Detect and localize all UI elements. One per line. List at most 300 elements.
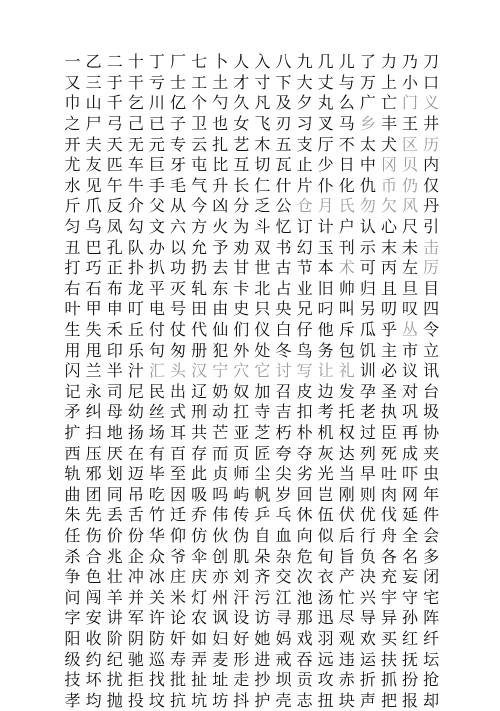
grid-character: 刊 [338,237,355,257]
grid-character: 付 [148,320,165,340]
grid-character: 批 [170,670,187,690]
grid-character: 企 [127,546,144,566]
grid-character: 文 [148,217,165,237]
grid-character: 扎 [212,134,229,154]
grid-character: 产 [338,567,355,587]
grid-character: 羊 [106,587,123,607]
grid-character: 司 [106,381,123,401]
grid-character: 轧 [191,278,208,298]
grid-character: 丑 [64,237,81,257]
grid-character: 论 [170,608,187,628]
grid-character: 迁 [170,505,187,525]
grid-character: 刚 [338,484,355,504]
grid-character: 劣 [296,464,313,484]
grid-character: 阶 [106,628,123,648]
grid-character: 叶 [64,299,81,319]
grid-character: 丛 [402,320,419,340]
grid-character: 贝 [402,155,419,175]
grid-character: 抄 [254,670,271,690]
grid-character: 她 [254,628,271,648]
grid-character: 贡 [296,670,313,690]
grid-character: 仆 [317,175,334,195]
grid-character: 什 [275,175,292,195]
grid-character: 内 [423,155,440,175]
grid-character: 仅 [423,175,440,195]
grid-character: 月 [317,196,334,216]
grid-character: 孝 [64,690,81,710]
grid-character: 先 [85,505,102,525]
grid-character: 均 [85,690,102,710]
grid-character: 么 [338,93,355,113]
grid-character: 斗 [254,217,271,237]
grid-character: 八 [275,52,292,72]
grid-character: 夫 [85,134,102,154]
grid-character: 约 [85,649,102,669]
grid-character: 了 [359,52,376,72]
grid-character: 办 [148,237,165,257]
grid-character: 双 [254,237,271,257]
grid-character: 壮 [106,567,123,587]
grid-character: 个 [191,93,208,113]
grid-character: 兆 [106,546,123,566]
grid-character: 兰 [85,361,102,381]
grid-character: 收 [85,628,102,648]
grid-character: 可 [359,258,376,278]
grid-character: 干 [127,72,144,92]
grid-character: 斤 [64,196,81,216]
grid-character: 巩 [402,402,419,422]
grid-character: 矛 [64,402,81,422]
grid-character: 女 [233,114,250,134]
grid-character: 未 [402,237,419,257]
grid-character: 乞 [127,93,144,113]
grid-character: 辽 [191,381,208,401]
grid-character: 予 [212,237,229,257]
grid-character: 币 [380,175,397,195]
grid-character: 门 [402,93,419,113]
grid-character: 史 [233,299,250,319]
grid-character: 上 [380,72,397,92]
grid-character: 东 [212,278,229,298]
grid-character: 瓦 [275,155,292,175]
grid-character: 入 [254,52,271,72]
grid-character: 令 [423,320,440,340]
grid-character: 远 [317,649,334,669]
grid-character: 田 [191,299,208,319]
grid-character: 讨 [275,361,292,381]
grid-character: 庆 [191,567,208,587]
grid-character: 坊 [212,690,229,710]
grid-character: 设 [233,608,250,628]
grid-character: 吃 [148,484,165,504]
grid-character: 云 [191,134,208,154]
grid-character: 戏 [296,628,313,648]
grid-character: 不 [338,134,355,154]
grid-character: 台 [423,381,440,401]
grid-character: 川 [148,93,165,113]
grid-character: 口 [423,72,440,92]
grid-character: 丁 [148,52,165,72]
grid-character: 列 [359,443,376,463]
grid-character: 击 [423,237,440,257]
grid-character: 木 [254,134,271,154]
grid-row [62,340,442,361]
grid-character: 去 [212,258,229,278]
grid-character: 习 [296,114,313,134]
grid-row [62,526,442,547]
grid-character: 羽 [317,628,334,648]
grid-character: 训 [359,361,376,381]
grid-character: 十 [127,52,144,72]
grid-character: 守 [402,587,419,607]
grid-character: 刘 [233,567,250,587]
grid-character: 件 [423,505,440,525]
grid-character: 失 [85,320,102,340]
grid-character: 关 [148,587,165,607]
grid-character: 托 [338,402,355,422]
grid-character: 务 [317,340,334,360]
grid-character: 纠 [85,402,102,422]
grid-character: 吗 [212,484,229,504]
grid-row [62,629,442,650]
grid-character: 红 [402,628,419,648]
grid-character: 抗 [170,690,187,710]
grid-character: 勾 [127,217,144,237]
grid-row [62,217,442,238]
grid-character: 介 [127,196,144,216]
grid-character: 订 [296,217,313,237]
grid-character: 尽 [338,608,355,628]
grid-character: 劝 [233,237,250,257]
grid-character: 加 [254,381,271,401]
grid-character: 回 [296,484,313,504]
grid-character: 延 [402,505,419,525]
grid-character: 千 [106,93,123,113]
grid-character: 丘 [127,320,144,340]
grid-character: 技 [64,670,81,690]
grid-character: 召 [275,381,292,401]
grid-character: 肉 [380,484,397,504]
grid-character: 央 [275,299,292,319]
grid-character: 边 [317,381,334,401]
grid-character: 杂 [275,546,292,566]
grid-character: 甲 [85,299,102,319]
grid-character: 忙 [338,587,355,607]
grid-character: 马 [338,114,355,134]
grid-row [62,114,442,135]
grid-character: 仪 [254,320,271,340]
grid-character: 欠 [380,196,397,216]
grid-character: 同 [106,484,123,504]
character-grid [62,52,442,711]
grid-character: 亿 [170,93,187,113]
grid-character: 舌 [127,505,144,525]
grid-character: 吸 [191,484,208,504]
grid-character: 宁 [212,361,229,381]
grid-row [62,649,442,670]
grid-character: 抓 [380,670,397,690]
grid-character: 气 [191,175,208,195]
grid-character: 安 [85,608,102,628]
grid-character: 西 [64,443,81,463]
grid-character: 协 [423,422,440,442]
grid-character: 伤 [85,525,102,545]
grid-character: 瓜 [359,320,376,340]
grid-character: 拒 [127,670,144,690]
grid-character: 句 [148,340,165,360]
grid-character: 灯 [191,587,208,607]
grid-character: 末 [380,237,397,257]
grid-character: 伏 [338,505,355,525]
grid-character: 优 [359,505,376,525]
grid-character: 民 [148,381,165,401]
grid-character: 无 [127,134,144,154]
grid-character: 古 [275,258,292,278]
grid-character: 亏 [148,72,165,92]
grid-character: 农 [191,608,208,628]
grid-character: 任 [64,525,81,545]
grid-character: 手 [148,175,165,195]
grid-character: 支 [296,134,313,154]
grid-row [62,155,442,176]
grid-character: 贞 [212,464,229,484]
grid-character: 吞 [296,649,313,669]
grid-character: 过 [359,422,376,442]
grid-character: 长 [233,175,250,195]
grid-character: 久 [233,93,250,113]
grid-character: 动 [212,402,229,422]
grid-character: 少 [317,155,334,175]
grid-character: 帆 [254,484,271,504]
grid-character: 于 [106,72,123,92]
grid-character: 竹 [148,505,165,525]
grid-character: 巴 [85,237,102,257]
grid-character: 申 [106,299,123,319]
grid-character: 白 [275,320,292,340]
grid-character: 纪 [106,649,123,669]
grid-character: 厉 [423,258,440,278]
grid-character: 扬 [127,422,144,442]
grid-character: 亦 [212,567,229,587]
grid-character: 妄 [402,567,419,587]
grid-character: 日 [338,155,355,175]
grid-character: 池 [296,587,313,607]
grid-character: 份 [127,525,144,545]
grid-character: 折 [359,670,376,690]
grid-character: 扛 [233,402,250,422]
grid-character: 朱 [64,505,81,525]
grid-character: 抢 [423,670,440,690]
grid-character: 丢 [106,505,123,525]
grid-character: 与 [338,72,355,92]
grid-character: 吉 [275,402,292,422]
grid-character: 共 [191,422,208,442]
grid-character: 进 [254,649,271,669]
grid-character: 孙 [402,608,419,628]
grid-character: 机 [317,422,334,442]
grid-character: 州 [212,587,229,607]
grid-row [62,134,442,155]
grid-character: 写 [296,361,313,381]
grid-character: 幻 [296,237,313,257]
grid-character: 六 [170,217,187,237]
grid-character: 迈 [127,464,144,484]
grid-row [62,299,442,320]
grid-character: 百 [170,443,187,463]
grid-character: 午 [106,175,123,195]
grid-character: 公 [275,196,292,216]
grid-character: 圣 [380,381,397,401]
grid-character: 欢 [359,628,376,648]
grid-character: 队 [127,237,144,257]
grid-character: 那 [296,608,313,628]
grid-character: 仿 [191,525,208,545]
grid-character: 舟 [380,525,397,545]
grid-character: 创 [212,546,229,566]
grid-character: 丸 [317,93,334,113]
grid-character: 衣 [317,567,334,587]
grid-character: 巡 [148,649,165,669]
grid-character: 次 [296,567,313,587]
grid-character: 刀 [423,52,440,72]
grid-character: 形 [233,649,250,669]
grid-character: 世 [254,258,271,278]
grid-character: 字 [64,608,81,628]
grid-character: 肌 [233,546,250,566]
grid-character: 充 [380,567,397,587]
grid-character: 冰 [148,567,165,587]
grid-character: 在 [127,443,144,463]
grid-character: 划 [106,464,123,484]
grid-character: 耳 [170,422,187,442]
grid-character: 当 [338,464,355,484]
grid-character: 历 [423,134,440,154]
grid-character: 术 [338,258,355,278]
grid-character: 朴 [296,422,313,442]
grid-character: 声 [359,690,376,710]
grid-character: 休 [296,505,313,525]
grid-character: 引 [423,217,440,237]
grid-character: 穴 [233,361,250,381]
grid-character: 死 [380,443,397,463]
grid-character: 吓 [402,464,419,484]
grid-character: 级 [64,649,81,669]
grid-character: 合 [85,546,102,566]
grid-character: 江 [275,587,292,607]
grid-character: 升 [212,175,229,195]
grid-character: 及 [275,93,292,113]
grid-character: 叼 [317,299,334,319]
grid-character: 寿 [170,649,187,669]
grid-character: 父 [148,196,165,216]
grid-character: 刃 [275,114,292,134]
grid-character: 让 [317,361,334,381]
grid-character: 轨 [64,464,81,484]
grid-character: 厂 [170,52,187,72]
grid-character: 尤 [64,155,81,175]
grid-character: 有 [148,443,165,463]
grid-character: 芒 [212,422,229,442]
grid-character: 尼 [127,381,144,401]
grid-character: 石 [85,278,102,298]
grid-row [62,484,442,505]
grid-character: 汇 [148,361,165,381]
grid-row [62,52,442,73]
grid-character: 巧 [85,258,102,278]
grid-character: 寸 [254,72,271,92]
grid-character: 传 [233,505,250,525]
grid-character: 电 [148,299,165,319]
grid-character: 巨 [148,155,165,175]
grid-character: 乓 [275,505,292,525]
grid-character: 代 [191,320,208,340]
grid-character: 扒 [148,258,165,278]
grid-character: 永 [85,381,102,401]
grid-character: 已 [148,114,165,134]
grid-character: 再 [402,422,419,442]
grid-character: 艺 [233,134,250,154]
grid-character: 节 [296,258,313,278]
grid-character: 勿 [359,196,376,216]
grid-character: 讲 [106,608,123,628]
grid-character: 执 [380,402,397,422]
grid-character: 认 [359,217,376,237]
grid-character: 七 [191,52,208,72]
grid-character: 火 [212,217,229,237]
grid-character: 乔 [191,505,208,525]
grid-character: 今 [191,196,208,216]
grid-character: 网 [402,484,419,504]
grid-character: 扔 [191,258,208,278]
grid-character: 正 [106,258,123,278]
grid-character: 计 [317,217,334,237]
grid-character: 尘 [254,464,271,484]
grid-character: 讽 [212,608,229,628]
grid-character: 赤 [338,670,355,690]
grid-character: 他 [317,320,334,340]
grid-character: 母 [106,402,123,422]
grid-character: 二 [106,52,123,72]
grid-character: 毛 [170,175,187,195]
grid-character: 防 [148,628,165,648]
grid-row [62,361,442,382]
grid-character: 己 [127,114,144,134]
grid-character: 却 [423,690,440,710]
grid-character: 宅 [423,587,440,607]
grid-character: 争 [64,567,81,587]
grid-character: 伞 [191,546,208,566]
grid-character: 礼 [338,361,355,381]
grid-character: 专 [170,134,187,154]
grid-character: 兄 [296,299,313,319]
grid-character: 旬 [317,546,334,566]
grid-character: 奶 [212,381,229,401]
grid-character: 阵 [423,608,440,628]
grid-character: 方 [191,217,208,237]
grid-character: 毕 [148,464,165,484]
grid-character: 扫 [85,422,102,442]
grid-character: 乏 [254,196,271,216]
grid-character: 禾 [106,320,123,340]
grid-character: 卫 [191,114,208,134]
grid-character: 冲 [127,567,144,587]
grid-character: 万 [359,72,376,92]
grid-row [62,93,442,114]
grid-row [62,237,442,258]
grid-character: 向 [296,525,313,545]
grid-character: 生 [64,320,81,340]
grid-character: 书 [275,237,292,257]
